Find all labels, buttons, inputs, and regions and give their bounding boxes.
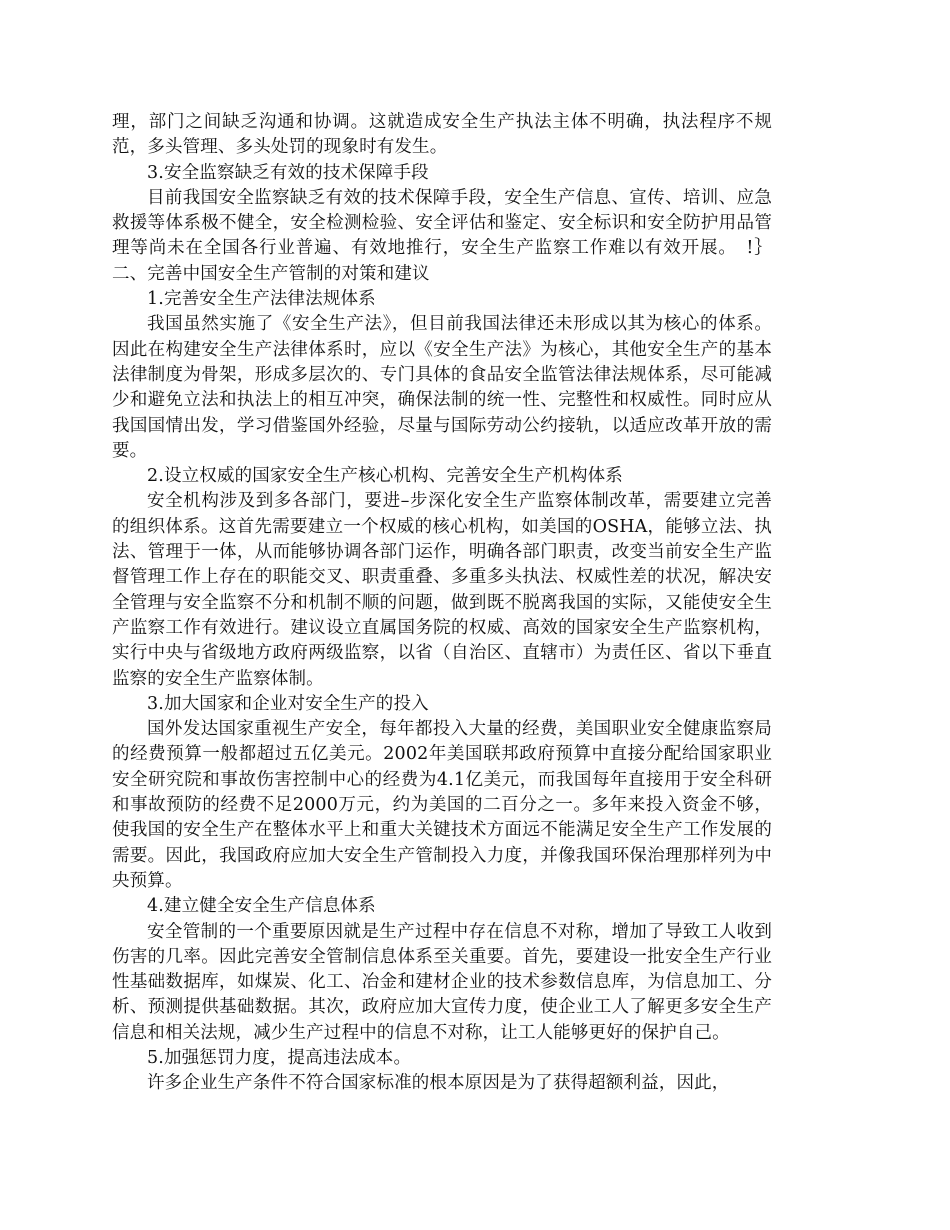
paragraph: 安全管制的一个重要原因就是生产过程中存在信息不对称，增加了导致工人收到伤害的几率。因此完善安全管制信息体系至关重要。首先，要建设一批安全生产行业性基础数据库，如煤炭、化工、冶金和建材企业的技术参数信息库，为信息加工、分析、预测提供基础数据。其次，政府应加大宣传力度，使企业工人了解更多安全生产信息和相关法规，减少生产过程中的信息不对称，让工人能够更好的保护自己。 [112, 921, 772, 1043]
paragraph: 许多企业生产条件不符合国家标准的根本原因是为了获得超额利益，因此， [147, 1073, 730, 1094]
paragraph: 我国虽然实施了《安全生产法》，但目前我国法律还未形成以其为核心的体系。因此在构建安全生产法律体系时，应以《安全生产法》为核心，其他安全生产的基本法律制度为骨架，形成多层次的、专门具体的食品安全监管法律法规体系，尽可能减少和避免立法和执法上的相互冲突，确保法制的统一性、完整性和权威性。同时应从我国国情出发，学习借鉴国外经验，尽量与国际劳动公约接轨，以适应改革开放的需要。 [112, 314, 772, 461]
paragraph: 国外发达国家重视生产安全，每年都投入大量的经费，美国职业安全健康监察局的经费预算一般都超过五亿美元。2002年美国联邦政府预算中直接分配给国家职业安全研究院和事故伤害控制中心的经费为4.1亿美元，而我国每年直接用于安全科研和事故预防的经费不足2000万元，约为美国的二百分之一。多年来投入资金不够，使我国的安全生产在整体水平上和重大关键技术方面远不能满足安全生产工作发展的需要。因此，我国政府应加大安全生产管制投入力度，并像我国环保治理那样列为中央预算。 [112, 719, 772, 891]
section-heading: 2.设立权威的国家安全生产核心机构、完善安全生产机构体系 [147, 466, 623, 487]
section-heading: 4.建立健全安全生产信息体系 [147, 896, 376, 917]
section-heading: 3.安全监察缺乏有效的技术保障手段 [147, 162, 429, 183]
document-page [112, 110, 772, 1097]
section-heading: 5.加强惩罚力度，提高违法成本。 [147, 1047, 412, 1068]
section-heading: 3.加大国家和企业对安全生产的投入 [147, 693, 429, 714]
paragraph: 安全机构涉及到多各部门，要进–步深化安全生产监察体制改革，需要建立完善的组织体系。这首先需要建立一个权威的核心机构，如美国的OSHA，能够立法、执法、管理于一体，从而能够协调各部门运作，明确各部门职责，改变当前安全生产监督管理工作上存在的职能交叉、职责重叠、多重多头执法、权威性差的状况，解决安全管理与安全监察不分和机制不顺的问题，做到既不脱离我国的实际，又能使安全生产监察工作有效进行。建议设立直属国务院的权威、高效的国家安全生产监察机构，实行中央与省级地方政府两级监察，以省（自治区、直辖市）为责任区、省以下垂直监察的安全生产监察体制。 [112, 491, 772, 689]
paragraph: 理，部门之间缺乏沟通和协调。这就造成安全生产执法主体不明确，执法程序不规范，多头管理、多头处罚的现象时有发生。 [112, 112, 772, 158]
section-heading: 1.完善安全生产法律法规体系 [147, 289, 376, 310]
paragraph: 目前我国安全监察缺乏有效的技术保障手段，安全生产信息、宣传、培训、应急救援等体系极不健全，安全检测检验、安全评估和鉴定、安全标识和安全防护用品管理等尚未在全国各行业普遍、有效地推行，安全生产监察工作难以有效开展。 !｝二、完善中国安全生产管制的对策和建议 [112, 187, 772, 284]
